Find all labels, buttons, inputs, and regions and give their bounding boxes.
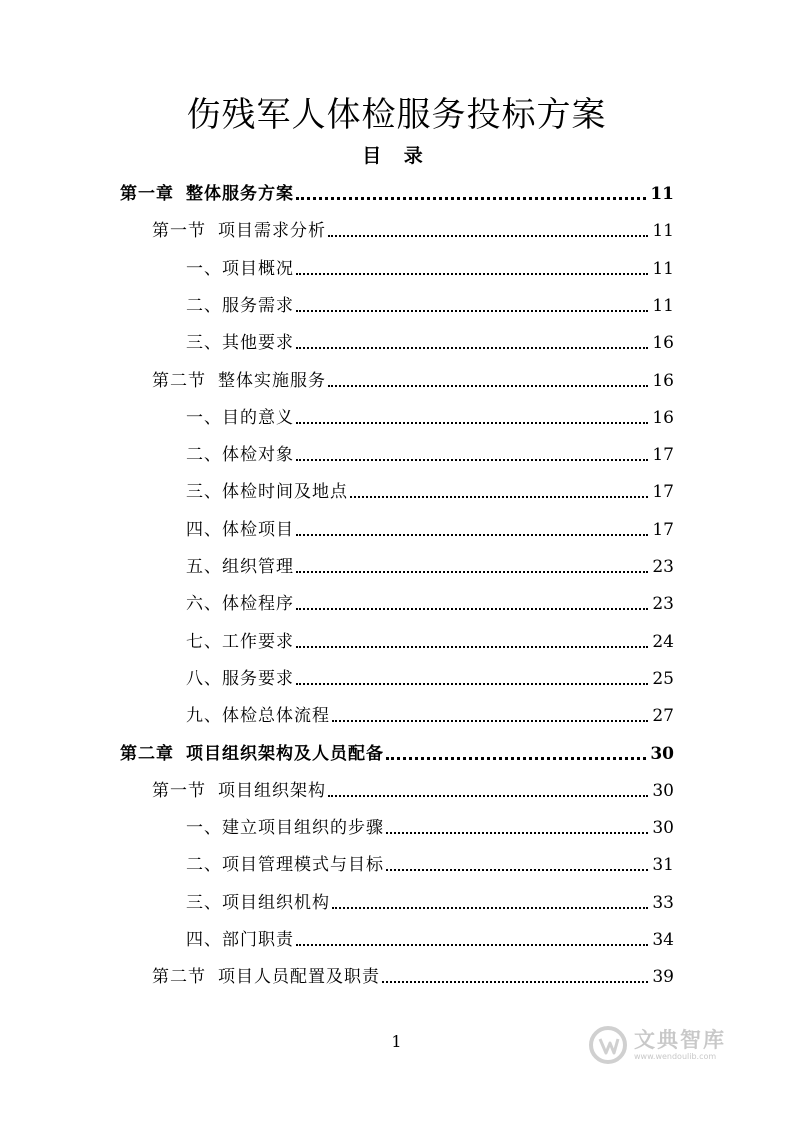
toc-entry-label xyxy=(186,556,294,578)
toc-entry-prefix: 三、 xyxy=(186,482,222,503)
toc-entry[interactable] xyxy=(186,399,674,429)
toc-entry-text: 项目概况 xyxy=(222,258,294,279)
toc-leader-dots xyxy=(296,310,648,312)
toc-entry[interactable] xyxy=(152,958,674,988)
toc-entry[interactable] xyxy=(186,548,674,578)
toc-entry-page: 39 xyxy=(652,967,674,988)
toc-entry[interactable] xyxy=(152,212,674,242)
toc-leader-dots xyxy=(296,608,648,610)
toc-entry-page: 23 xyxy=(652,594,674,615)
toc-entry-text: 目的意义 xyxy=(222,407,294,428)
toc-leader-dots xyxy=(296,571,648,573)
toc-entry-page: 11 xyxy=(652,258,674,279)
watermark-name: 文典智库 xyxy=(634,1028,726,1052)
toc-entry-page: 30 xyxy=(650,743,674,764)
toc-entry-label xyxy=(186,258,294,280)
toc-entry-label xyxy=(120,743,384,765)
toc-entry[interactable] xyxy=(186,921,674,951)
toc-entry-page: 17 xyxy=(652,482,674,503)
toc-leader-dots xyxy=(296,197,646,200)
toc-entry[interactable] xyxy=(186,585,674,615)
toc-entry-prefix: 一、 xyxy=(186,818,222,839)
toc-entry-text: 整体实施服务 xyxy=(218,370,326,391)
toc-entry-text: 服务要求 xyxy=(222,668,294,689)
toc-entry-text: 体检项目 xyxy=(222,519,294,540)
toc-entry-prefix: 一、 xyxy=(186,407,222,428)
toc-entry-text: 项目组织架构 xyxy=(218,780,326,801)
toc-entry-prefix: 八、 xyxy=(186,668,222,689)
toc-entry-prefix: 第一节 xyxy=(152,221,206,242)
toc-entry[interactable] xyxy=(186,324,674,354)
toc-entry[interactable] xyxy=(186,473,674,503)
toc-entry-label xyxy=(152,220,326,242)
toc-entry-prefix: 七、 xyxy=(186,631,222,652)
toc-leader-dots xyxy=(350,496,648,498)
toc-entry-text: 体检对象 xyxy=(222,445,294,466)
toc-entry-page: 16 xyxy=(652,370,674,391)
toc-entry-label xyxy=(120,183,294,205)
toc-entry-prefix: 二、 xyxy=(186,855,222,876)
toc-entry-page: 24 xyxy=(652,631,674,652)
toc-entry-prefix: 三、 xyxy=(186,892,222,913)
watermark xyxy=(588,1020,748,1070)
toc-entry-text: 项目组织架构及人员配备 xyxy=(186,743,384,764)
toc-entry[interactable] xyxy=(186,287,674,317)
toc-entry-label xyxy=(186,817,384,839)
toc-leader-dots xyxy=(296,422,648,424)
toc-entry-text: 项目人员配置及职责 xyxy=(218,967,380,988)
toc-entry-page: 27 xyxy=(652,706,674,727)
watermark-url: www.wendoulib.com xyxy=(634,1052,717,1061)
toc-entry-page: 11 xyxy=(650,184,674,204)
toc-entry-page: 30 xyxy=(652,818,674,839)
toc-entry-prefix: 三、 xyxy=(186,333,222,354)
toc-entry-label xyxy=(186,705,330,727)
toc-entry[interactable] xyxy=(186,660,674,690)
toc-entry-label xyxy=(186,519,294,541)
toc-leader-dots xyxy=(328,795,648,797)
toc-entry[interactable] xyxy=(186,511,674,541)
toc-leader-dots xyxy=(296,534,648,536)
toc-entry-label xyxy=(186,854,384,876)
toc-entry-page: 34 xyxy=(652,930,674,950)
toc-entry[interactable] xyxy=(120,175,674,205)
toc-entry-page: 25 xyxy=(652,668,674,689)
toc-entry-prefix: 九、 xyxy=(186,706,222,727)
toc-entry-label xyxy=(186,444,294,466)
toc-entry-page: 11 xyxy=(652,295,674,316)
toc-entry-text: 项目管理模式与目标 xyxy=(222,855,384,876)
toc-entry-page: 17 xyxy=(652,445,674,466)
toc-entry-prefix: 二、 xyxy=(186,445,222,466)
toc-entry-prefix: 五、 xyxy=(186,557,222,577)
page-number: 1 xyxy=(391,1032,402,1051)
toc-leader-dots xyxy=(386,869,648,871)
toc-entry-label xyxy=(152,370,326,392)
toc-entry-page: 33 xyxy=(652,892,674,913)
toc-entry-label xyxy=(186,668,294,690)
toc-entry[interactable] xyxy=(186,809,674,839)
toc-entry[interactable] xyxy=(186,250,674,280)
toc-entry-label xyxy=(152,780,326,802)
toc-entry-label xyxy=(186,631,294,653)
toc-entry-label xyxy=(186,481,348,503)
toc-entry-page: 16 xyxy=(652,407,674,428)
toc-entry-prefix: 二、 xyxy=(186,295,222,316)
toc-leader-dots xyxy=(296,347,648,349)
toc-leader-dots xyxy=(386,757,646,760)
toc-entry-label xyxy=(186,593,294,615)
toc-entry-prefix: 第一章 xyxy=(120,184,174,204)
toc-entry[interactable] xyxy=(186,697,674,727)
toc-heading: 目 录 xyxy=(362,145,431,167)
toc-entry-text: 体检时间及地点 xyxy=(222,482,348,503)
toc-entry-page: 17 xyxy=(652,519,674,540)
toc-entry-text: 整体服务方案 xyxy=(186,184,294,204)
toc-entry-prefix: 第二节 xyxy=(152,967,206,988)
toc-entry-prefix: 一、 xyxy=(186,258,222,279)
toc-leader-dots xyxy=(332,907,648,909)
toc-entry-prefix: 第一节 xyxy=(152,780,206,801)
toc-entry-prefix: 六、 xyxy=(186,594,222,615)
document-title: 伤残军人体检服务投标方案 xyxy=(186,95,607,135)
toc-entry-prefix: 第二章 xyxy=(120,743,174,764)
toc-entry-page: 16 xyxy=(652,333,674,354)
toc-leader-dots xyxy=(296,944,648,946)
toc-leader-dots xyxy=(328,235,648,237)
toc-entry-label xyxy=(186,407,294,429)
toc-entry-label xyxy=(186,332,294,354)
toc-entry-text: 项目组织机构 xyxy=(222,892,330,913)
toc-entry-text: 体检总体流程 xyxy=(222,706,330,727)
toc-entry-page: 11 xyxy=(652,221,674,242)
toc-entry-text: 体检程序 xyxy=(222,594,294,615)
toc-entry-text: 部门职责 xyxy=(222,930,294,950)
toc-entry-label xyxy=(186,892,330,914)
toc-entry-label xyxy=(152,966,380,988)
toc-leader-dots xyxy=(328,385,648,387)
toc-entry[interactable] xyxy=(186,846,674,876)
toc-entry[interactable] xyxy=(186,884,674,914)
toc-entry[interactable] xyxy=(186,623,674,653)
toc-entry-text: 服务需求 xyxy=(222,295,294,316)
toc-entry[interactable] xyxy=(120,735,674,765)
toc-entry[interactable] xyxy=(186,436,674,466)
toc-entry-page: 30 xyxy=(652,780,674,801)
toc-leader-dots xyxy=(296,683,648,685)
toc-entry-prefix: 第二节 xyxy=(152,370,206,391)
toc-entry-page: 31 xyxy=(652,855,674,876)
toc-leader-dots xyxy=(296,273,648,275)
toc-entry-prefix: 四、 xyxy=(186,519,222,540)
toc-entry-text: 项目需求分析 xyxy=(218,221,326,242)
toc-entry-text: 其他要求 xyxy=(222,333,294,354)
toc-entry[interactable] xyxy=(152,772,674,802)
toc-leader-dots xyxy=(296,459,648,461)
toc-entry[interactable] xyxy=(152,362,674,392)
toc-entry-text: 建立项目组织的步骤 xyxy=(222,818,384,839)
toc-entry-page: 23 xyxy=(652,557,674,577)
toc-leader-dots xyxy=(332,720,648,722)
toc-leader-dots xyxy=(386,832,648,834)
toc-entry-text: 组织管理 xyxy=(222,557,294,577)
toc-entry-label xyxy=(186,295,294,317)
toc-leader-dots xyxy=(296,646,648,648)
toc-entry-label xyxy=(186,929,294,951)
toc-entry-text: 工作要求 xyxy=(222,631,294,652)
wendian-logo-icon xyxy=(588,1025,628,1065)
toc-leader-dots xyxy=(382,981,648,983)
toc-entry-prefix: 四、 xyxy=(186,930,222,950)
